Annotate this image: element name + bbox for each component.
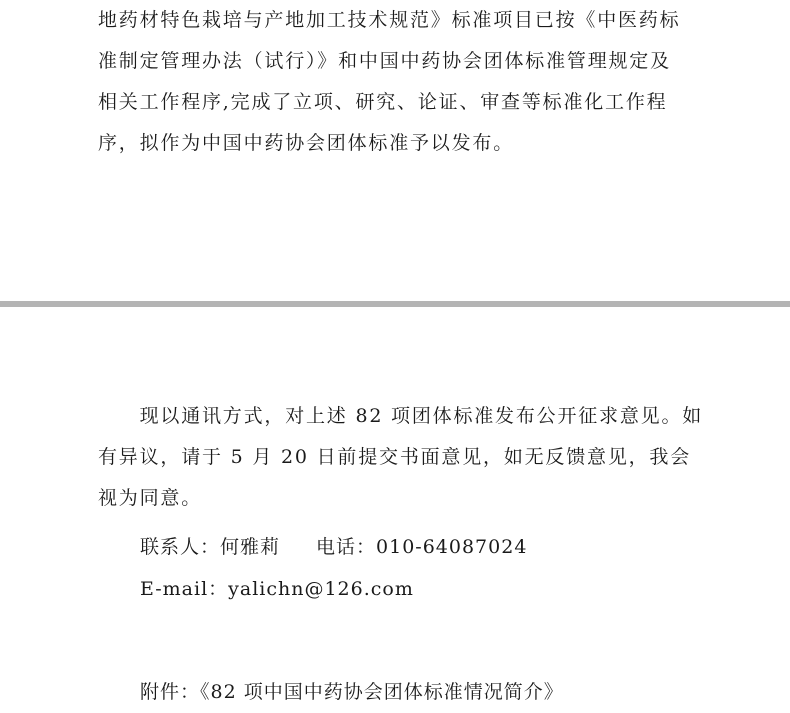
notice-paragraph [98, 396, 704, 519]
paragraph-line: 视为同意。 [98, 487, 203, 509]
contact-person: 联系人：何雅莉 [140, 536, 281, 558]
paragraph-line: 序，拟作为中国中药协会团体标准予以发布。 [98, 132, 515, 154]
contact-email: E-mail：yalichn@126.com [140, 578, 414, 600]
paragraph-line: 有异议，请于 5 月 20 日前提交书面意见，如无反馈意见，我会 [98, 446, 692, 468]
paragraph-line: 相关工作程序,完成了立项、研究、论证、审查等标准化工作程 [98, 91, 668, 113]
paragraph-line: 地药材特色栽培与产地加工技术规范》标准项目已按《中医药标 [98, 9, 681, 31]
attachment-line: 附件：《82 项中国中药协会团体标准情况简介》 [140, 681, 564, 703]
paragraph-line: 现以通讯方式，对上述 82 项团体标准发布公开征求意见。如 [98, 405, 704, 427]
document-page-2 [0, 307, 790, 713]
contact-phone: 电话：010-64087024 [316, 536, 528, 558]
contact-line [140, 533, 527, 561]
email-line [140, 575, 414, 603]
paragraph-line: 准制定管理办法（试行）》和中国中药协会团体标准管理规定及 [98, 50, 671, 72]
document-page-1 [0, 0, 790, 301]
intro-paragraph [98, 0, 698, 164]
